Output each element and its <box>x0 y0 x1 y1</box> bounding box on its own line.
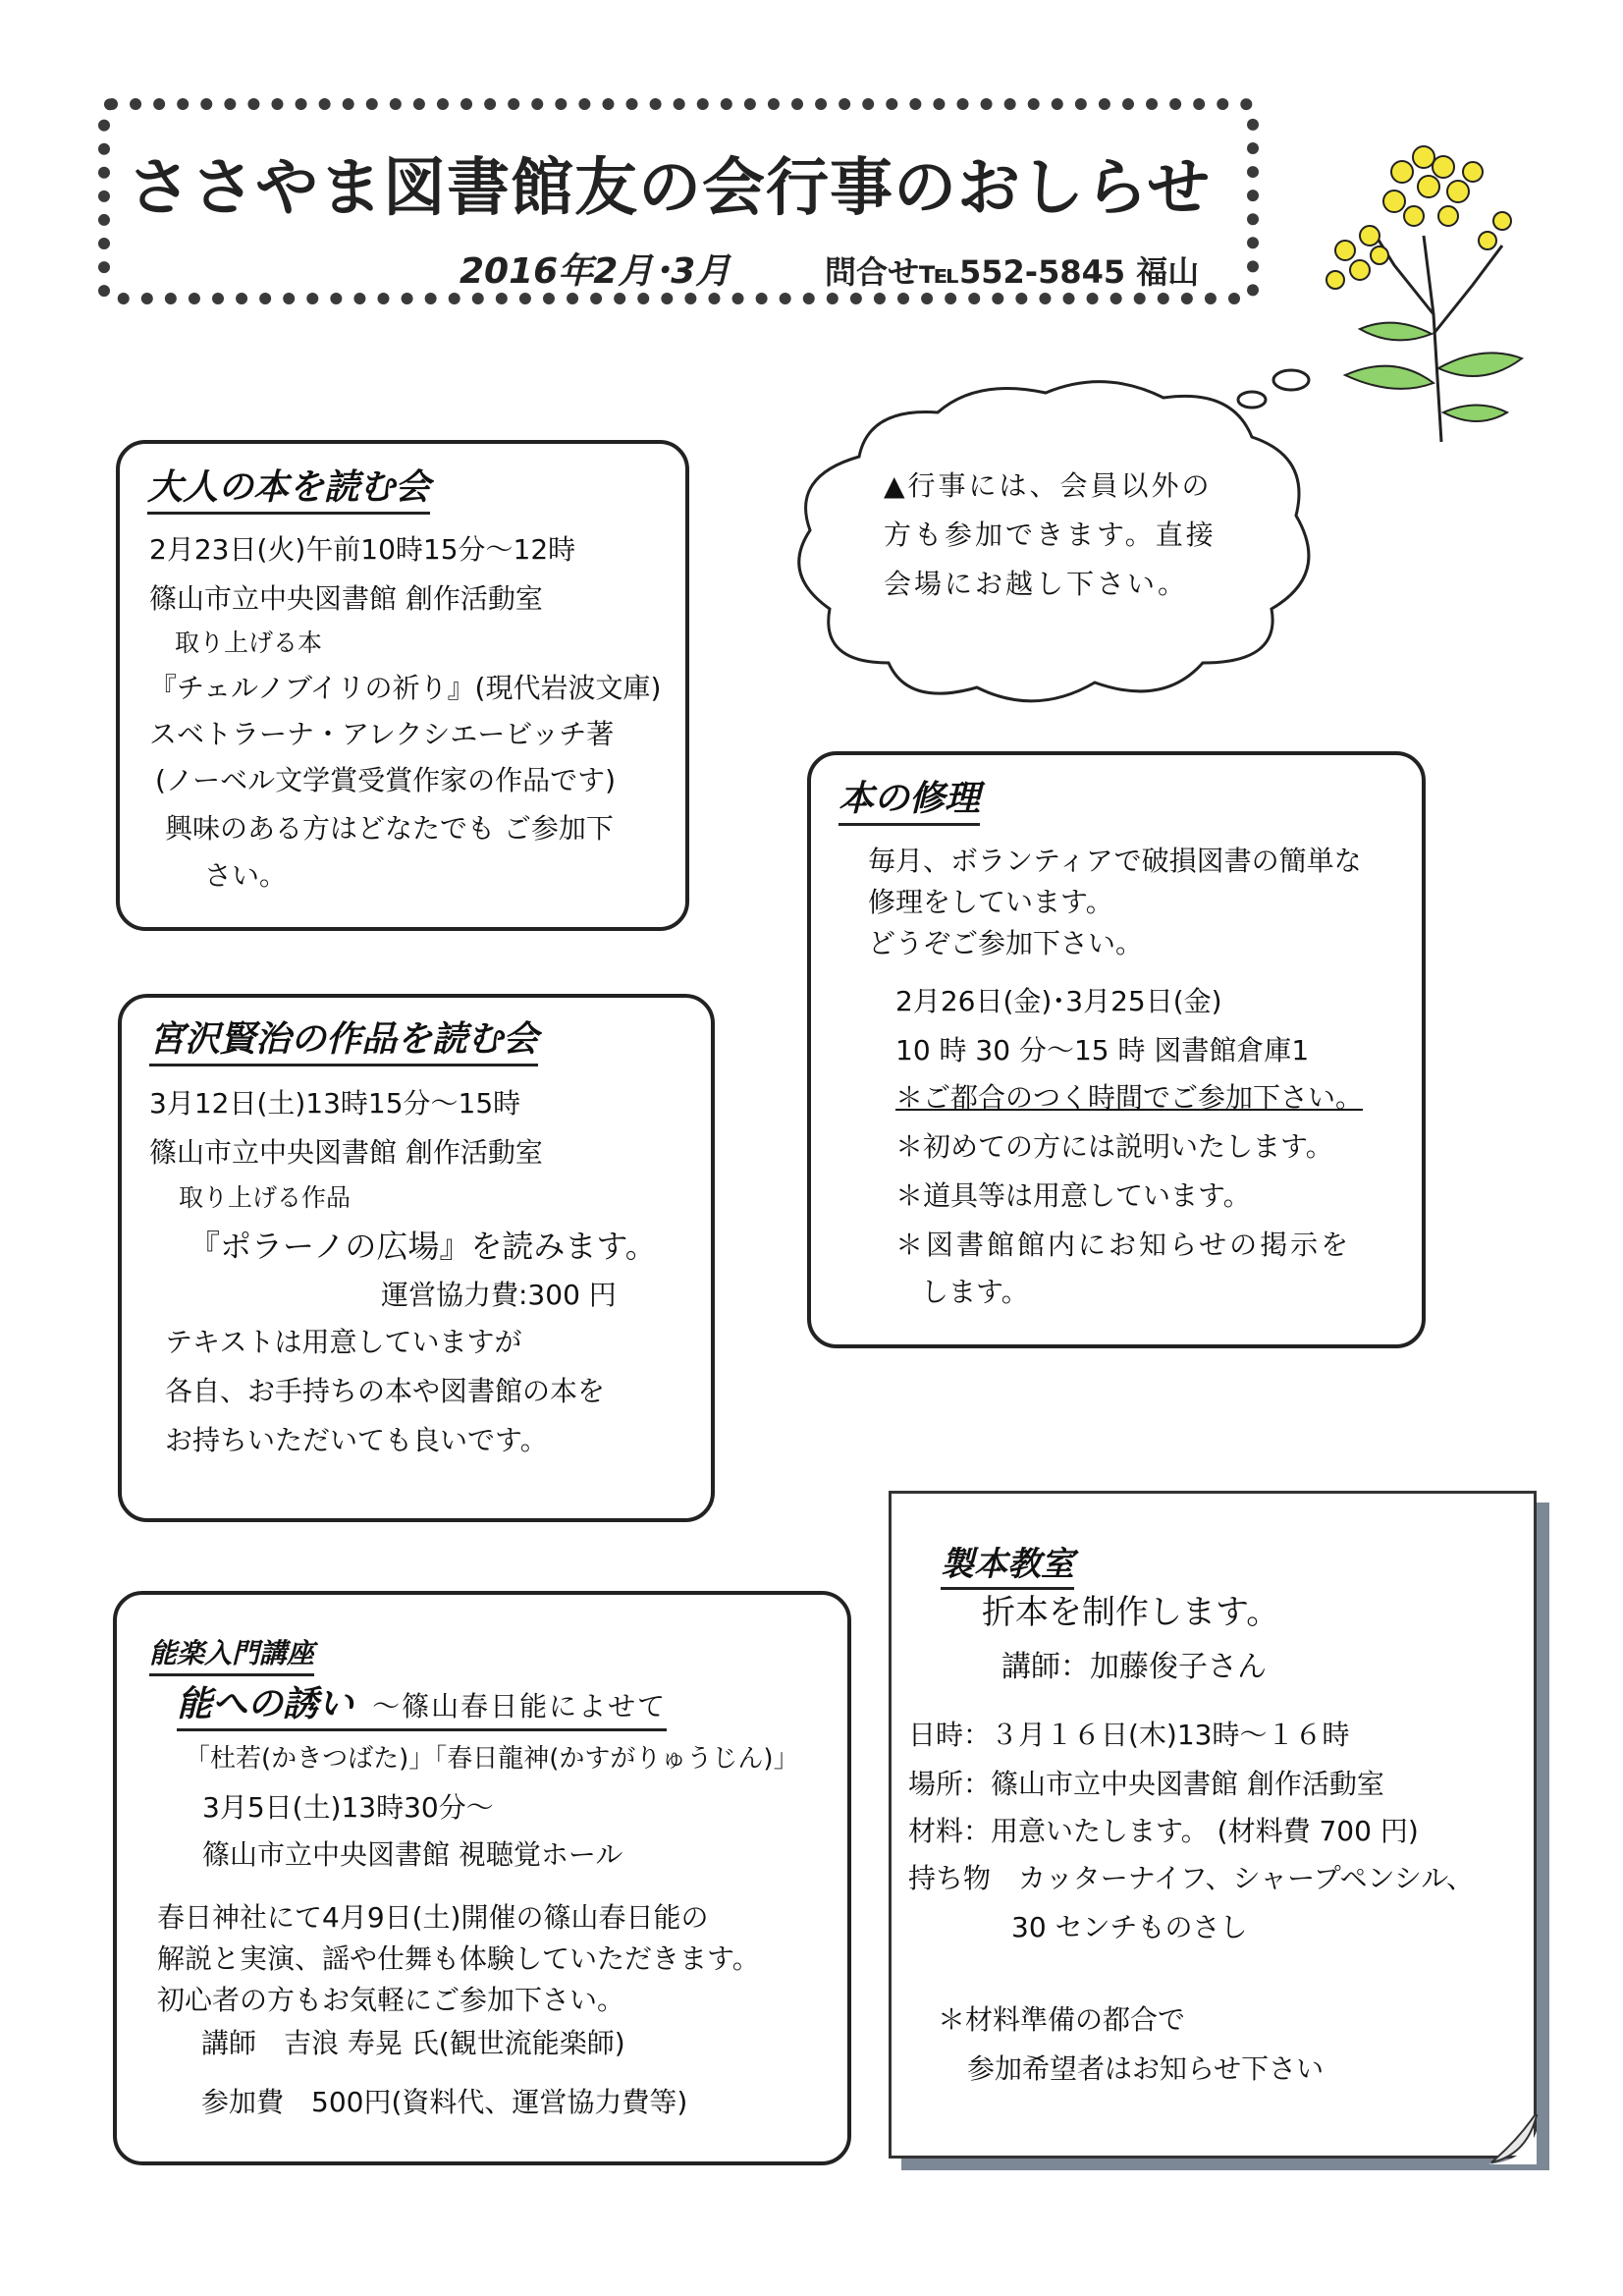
repair-line: 2月26日(金)･3月25日(金) <box>895 985 1222 1017</box>
seihon-line: 材料：用意いたします。 (材料費 700 円) <box>908 1815 1419 1847</box>
repair-line: 修理をしています。 <box>868 886 1113 918</box>
noh-heading-row <box>177 1676 667 1731</box>
miyazawa-line: 3月12日(土)13時15分～15時 <box>149 1087 521 1120</box>
noh-line: 篠山市立中央図書館 視聴覚ホール <box>202 1838 623 1871</box>
repair-line: します。 <box>921 1276 1029 1308</box>
otona-line: 取り上げる本 <box>175 629 323 657</box>
miyazawa-line: 取り上げる作品 <box>179 1183 352 1212</box>
seihon-line: 30 センチものさし <box>1011 1911 1248 1943</box>
otona-heading: 大人の本を読む会 <box>147 460 430 515</box>
otona-line: 篠山市立中央図書館 創作活動室 <box>149 582 543 615</box>
repair-line: 10 時 30 分～15 時 図書館倉庫1 <box>895 1034 1310 1066</box>
otona-line: (ノーベル文学賞受賞作家の作品です) <box>155 764 617 796</box>
bubble-line: ▲行事には、会員以外の <box>884 469 1213 502</box>
repair-line: ＊図書館館内にお知らせの掲示を <box>895 1229 1352 1261</box>
bubble-line: 会場にお越し下さい。 <box>884 568 1189 600</box>
noh-line: 3月5日(土)13時30分～ <box>202 1791 494 1824</box>
otona-line: 2月23日(火)午前10時15分～12時 <box>149 533 576 566</box>
page-title: ささやま図書館友の会行事のおしらせ <box>128 152 1212 225</box>
miyazawa-line: お持ちいただいても良いです。 <box>165 1424 548 1456</box>
noh-line: 初心者の方もお気軽にご参加下さい。 <box>157 1984 625 2016</box>
page-curl-icon <box>1488 2111 1542 2166</box>
seihon-line: 日時：３月１６日(木)13時～１６時 <box>908 1719 1350 1751</box>
repair-line: ＊ご都合のつく時間でご参加下さい。 <box>895 1081 1364 1114</box>
noh-line: 参加費 500円(資料代、運営協力費等) <box>201 2086 688 2118</box>
miyazawa-line: 篠山市立中央図書館 創作活動室 <box>149 1136 543 1169</box>
seihon-line: 参加希望者はお知らせ下さい <box>967 2052 1325 2085</box>
noh-line: 「杜若(かきつばた)」「春日龍神(かすがりゅうじん)」 <box>185 1744 799 1774</box>
repair-line: 毎月、ボランティアで破損図書の簡単な <box>868 845 1362 877</box>
bubble-line: 方も参加できます。直接 <box>884 519 1217 551</box>
otona-line: 興味のある方はどなたでも ご参加下 <box>165 812 614 845</box>
seihon-lead: 折本を制作します。 <box>982 1593 1280 1632</box>
seihon-line: ＊材料準備の都合で <box>938 2003 1186 2036</box>
seihon-line: 場所：篠山市立中央図書館 創作活動室 <box>908 1768 1384 1800</box>
miyazawa-heading: 宮沢賢治の作品を読む会 <box>149 1011 538 1066</box>
noh-heading-sub: ～篠山春日能によせて <box>372 1690 668 1722</box>
noh-line: 講師 吉浪 寿晃 氏(観世流能楽師) <box>201 2027 625 2059</box>
miyazawa-line: テキストは用意していますが <box>165 1326 522 1358</box>
issue-date: 2016年2月･3月 <box>460 251 731 292</box>
otona-line: さい。 <box>204 859 288 892</box>
noh-line: 春日神社にて4月9日(土)開催の篠山春日能の <box>157 1901 709 1934</box>
noh-heading: 能への誘い <box>177 1684 354 1724</box>
miyazawa-line: 『ポラーノの広場』を読みます。 <box>189 1228 657 1265</box>
otona-line: 『チェルノブイリの祈り』(現代岩波文庫) <box>149 672 662 704</box>
miyazawa-line: 各自、お手持ちの本や図書館の本を <box>165 1375 606 1407</box>
seihon-teacher: 講師：加藤俊子さん <box>1001 1650 1267 1684</box>
seihon-heading: 製本教室 <box>941 1537 1074 1590</box>
noh-line: 解説と実演、謡や仕舞も体験していただきます。 <box>157 1942 760 1975</box>
otona-line: スベトラーナ・アレクシエービッチ著 <box>149 718 615 750</box>
noh-subheading: 能楽入門講座 <box>149 1632 314 1676</box>
seihon-line: 持ち物 カッターナイフ、シャープペンシル、 <box>908 1862 1474 1894</box>
repair-line: ＊初めての方には説明いたします。 <box>895 1130 1333 1163</box>
miyazawa-line: 運営協力費:300 円 <box>381 1279 617 1311</box>
repair-line: どうぞご参加下さい。 <box>868 927 1144 959</box>
repair-line: ＊道具等は用意しています。 <box>895 1179 1251 1212</box>
contact-info: 問合せ℡552-5845 福山 <box>825 253 1200 291</box>
repair-heading: 本の修理 <box>839 771 980 826</box>
